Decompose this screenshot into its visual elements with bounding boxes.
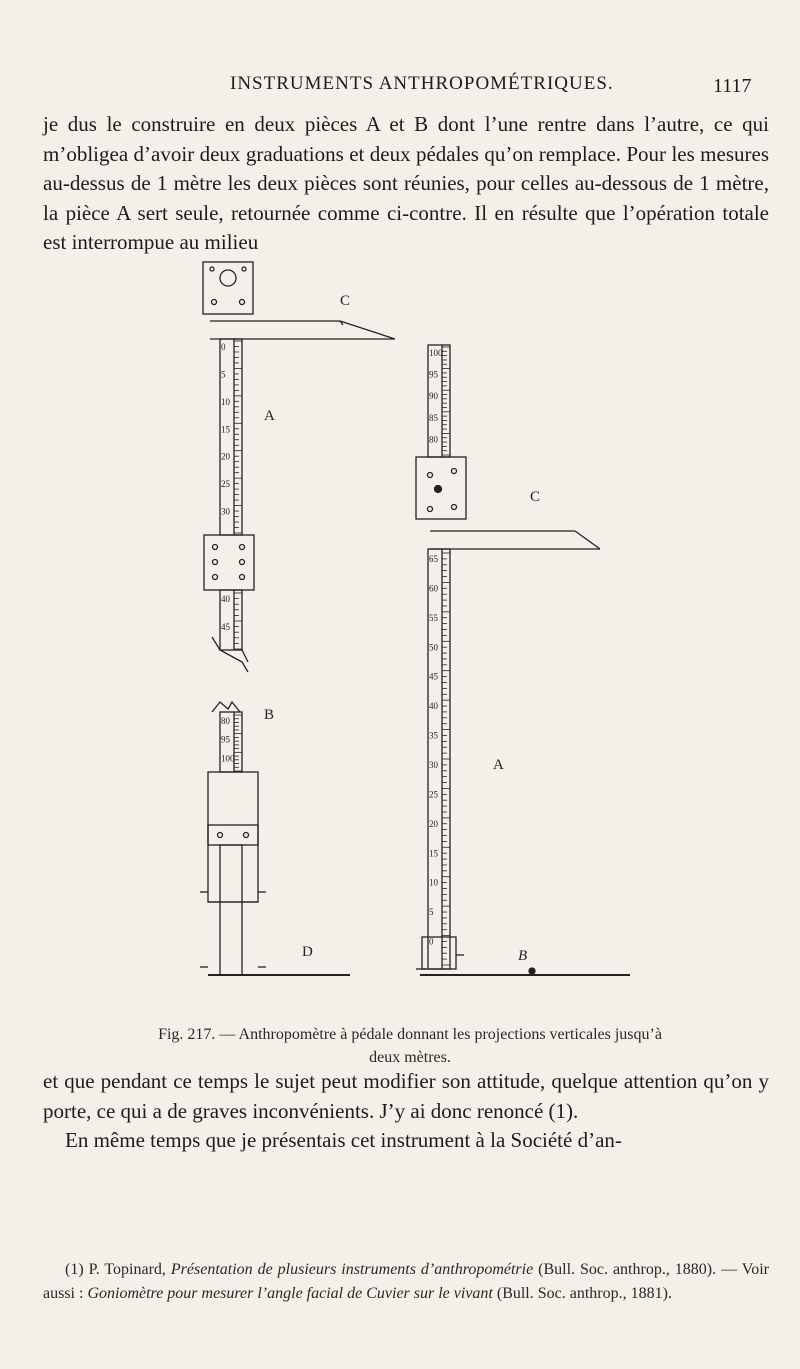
left-scale-tick-label: 25	[221, 479, 230, 490]
right-lower-scale-tick-label: 45	[429, 671, 438, 682]
left-scale-tick-label: 0	[221, 342, 226, 352]
left-scale-tick-label: 10	[221, 396, 230, 407]
left-scale-tick-label: 20	[221, 451, 230, 462]
right-lower-scale-tick-label: 10	[429, 877, 438, 888]
caption-label: Fig. 217.	[158, 1026, 216, 1043]
right-lower-scale-tick-label: 55	[429, 612, 438, 623]
label-b-right: B	[518, 948, 528, 964]
left-lower-scale-tick-label: 45	[221, 622, 230, 632]
label-a-right: A	[493, 757, 504, 773]
paragraph-2	[43, 1067, 769, 1156]
footnote-ref-1: (Bull. Soc. anthrop., 1880). — Voir aussi :	[43, 1261, 769, 1302]
right-lower-scale-tick-label: 15	[429, 848, 438, 859]
left-mid-box	[204, 535, 254, 590]
page-number: 1117	[713, 75, 752, 97]
paragraph-2-text: et que pendant ce temps le sujet peut modifier son attitude, quelque attention qu’on y porte, ce qui a de graves inconvénients. J’y ai donc renoncé (1).	[43, 1069, 769, 1123]
label-c-right: C	[530, 489, 541, 505]
footnote-author: P. Topinard,	[88, 1261, 166, 1278]
right-lower-scale-tick-label: 20	[429, 818, 438, 829]
label-c-top: C	[340, 293, 351, 309]
footnote	[43, 1258, 769, 1305]
label-a-left: A	[264, 408, 275, 424]
right-upper-scale-tick-label: 85	[429, 412, 438, 423]
figure-anthropometer	[190, 257, 630, 1017]
right-lower-scale-tick-label: 35	[429, 730, 438, 741]
right-upper-scale-tick-label: 95	[429, 369, 438, 380]
right-lower-scale-tick-label: 40	[429, 701, 438, 712]
left-b-scale-tick-label: 80	[221, 716, 230, 726]
paragraph-1: je dus le construire en deux pièces A et B dont l’une rentre dans l’autre, ce qui m’obligea d’avoir deux graduations et deux pédales qu’on remplace. Pour les mesures au-dessus de 1 mètre les deux pièces sont réunies, pour celles au-dessous de 1 mètre, la pièce A sert seule, retournée comme ci-contre. Il en résulte que l’opération totale est interrompue au milieu	[43, 112, 769, 255]
right-lower-scale-tick-label: 65	[429, 554, 438, 564]
label-b-left: B	[264, 707, 275, 723]
right-lower-scale-tick-label: 60	[429, 583, 438, 594]
left-column-b	[208, 772, 258, 902]
figure-caption	[150, 1023, 670, 1069]
paragraph-3-text: En même temps que je présentais cet instrument à la Société d’an-	[65, 1128, 622, 1153]
right-upper-scale-tick-label: 80	[429, 434, 438, 445]
caption-text: — Anthropomètre à pédale donnant les projections verticales jusqu’à deux mètres.	[219, 1026, 662, 1066]
left-scale-tick-label: 5	[221, 369, 226, 380]
right-upper-scale-tick-label: 100	[429, 348, 443, 358]
right-upper-scale-tick-label: 90	[429, 391, 438, 402]
left-scale-tick-label: 30	[221, 506, 230, 517]
left-b-scale-tick-label: 100	[221, 753, 235, 764]
right-lower-scale-tick-label: 50	[429, 642, 438, 653]
anthropometer-drawing	[190, 257, 630, 1017]
left-knob-icon	[220, 270, 236, 286]
right-lower-scale-tick-label: 5	[429, 907, 434, 918]
left-scale-tick-label: 15	[221, 424, 230, 435]
left-b-scale-tick-label: 95	[221, 734, 230, 745]
left-lower-scale-tick-label: 40	[221, 594, 230, 604]
footnote-title-2: Goniomètre pour mesurer l’angle facial de Cuvier sur le vivant	[87, 1284, 493, 1302]
right-lower-scale-tick-label: 25	[429, 789, 438, 800]
footnote-marker: (1)	[65, 1261, 84, 1278]
footnote-title-1: Présentation de plusieurs instruments d’anthropométrie	[170, 1261, 534, 1278]
right-lower-scale-tick-label: 30	[429, 760, 438, 770]
label-d-left: D	[302, 944, 313, 960]
running-head: INSTRUMENTS ANTHROPOMÉTRIQUES.	[230, 73, 614, 94]
right-lower-scale-tick-label: 0	[429, 936, 434, 947]
page-header	[0, 73, 800, 103]
footnote-ref-2: (Bull. Soc. anthrop., 1881).	[496, 1284, 672, 1302]
